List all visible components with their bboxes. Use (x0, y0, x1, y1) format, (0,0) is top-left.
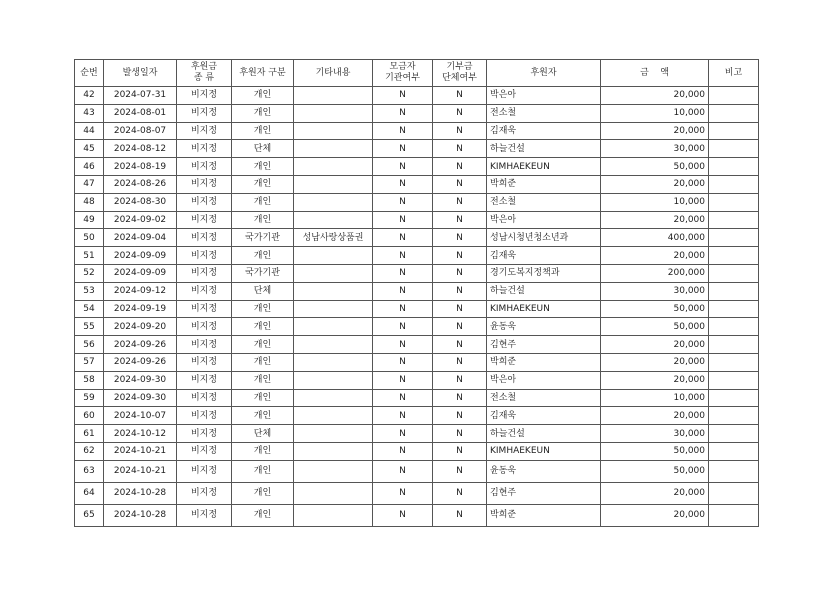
table-row (75, 175, 759, 193)
cell-no: 45 (75, 140, 104, 158)
cell-etc (294, 336, 373, 354)
cell-note (709, 300, 759, 318)
header-fundraiser (373, 60, 433, 87)
cell-fundraiser: N (373, 353, 433, 371)
cell-note (709, 504, 759, 526)
cell-date: 2024-08-07 (104, 122, 177, 140)
cell-note (709, 425, 759, 443)
donation-ledger-table (74, 59, 759, 527)
cell-fundraiser: N (373, 336, 433, 354)
cell-date: 2024-08-19 (104, 158, 177, 176)
cell-group: N (433, 158, 487, 176)
cell-note (709, 407, 759, 425)
cell-group: N (433, 482, 487, 504)
header-date: 발생일자 (104, 60, 177, 87)
cell-date: 2024-09-02 (104, 211, 177, 229)
cell-donor: 하늘건설 (487, 282, 601, 300)
cell-fund-type: 비지정 (177, 318, 232, 336)
cell-donor-type: 개인 (232, 353, 294, 371)
table-header-row (75, 60, 759, 87)
cell-no: 58 (75, 371, 104, 389)
cell-date: 2024-10-07 (104, 407, 177, 425)
cell-fundraiser: N (373, 460, 433, 482)
cell-date: 2024-09-09 (104, 247, 177, 265)
cell-fundraiser: N (373, 442, 433, 460)
header-donor: 후원자 (487, 60, 601, 87)
cell-amount: 20,000 (601, 175, 709, 193)
cell-note (709, 211, 759, 229)
cell-donor-type: 개인 (232, 460, 294, 482)
cell-fundraiser: N (373, 371, 433, 389)
cell-no: 46 (75, 158, 104, 176)
table-row (75, 504, 759, 526)
cell-date: 2024-08-01 (104, 104, 177, 122)
cell-donor-type: 개인 (232, 104, 294, 122)
header-fund-type-line1: 후원금 (190, 62, 218, 72)
cell-donor: 박희준 (487, 175, 601, 193)
cell-fund-type: 비지정 (177, 122, 232, 140)
cell-donor: 윤동욱 (487, 318, 601, 336)
cell-fund-type: 비지정 (177, 504, 232, 526)
cell-fund-type: 비지정 (177, 87, 232, 105)
cell-donor: 전소철 (487, 193, 601, 211)
table-row (75, 425, 759, 443)
cell-date: 2024-10-28 (104, 504, 177, 526)
cell-group: N (433, 247, 487, 265)
cell-etc (294, 318, 373, 336)
cell-donor-type: 단체 (232, 425, 294, 443)
cell-group: N (433, 353, 487, 371)
cell-etc (294, 175, 373, 193)
cell-etc (294, 353, 373, 371)
table-body (75, 87, 759, 527)
cell-fundraiser: N (373, 158, 433, 176)
cell-fund-type: 비지정 (177, 425, 232, 443)
cell-fundraiser: N (373, 425, 433, 443)
cell-group: N (433, 300, 487, 318)
cell-group: N (433, 229, 487, 247)
cell-group: N (433, 318, 487, 336)
cell-fund-type: 비지정 (177, 264, 232, 282)
header-group-line1: 기부금 (446, 62, 473, 72)
cell-amount: 50,000 (601, 300, 709, 318)
cell-date: 2024-07-31 (104, 87, 177, 105)
cell-date: 2024-09-30 (104, 371, 177, 389)
cell-donor-type: 개인 (232, 87, 294, 105)
cell-donor-type: 개인 (232, 407, 294, 425)
cell-amount: 20,000 (601, 407, 709, 425)
cell-donor: 하늘건설 (487, 140, 601, 158)
cell-fundraiser: N (373, 407, 433, 425)
cell-no: 57 (75, 353, 104, 371)
cell-amount: 20,000 (601, 211, 709, 229)
table-row (75, 407, 759, 425)
cell-etc (294, 282, 373, 300)
cell-fund-type: 비지정 (177, 247, 232, 265)
cell-date: 2024-10-12 (104, 425, 177, 443)
cell-amount: 20,000 (601, 371, 709, 389)
cell-fundraiser: N (373, 318, 433, 336)
cell-fund-type: 비지정 (177, 193, 232, 211)
cell-amount: 400,000 (601, 229, 709, 247)
cell-no: 61 (75, 425, 104, 443)
table-row (75, 442, 759, 460)
cell-donor-type: 개인 (232, 158, 294, 176)
cell-note (709, 175, 759, 193)
cell-donor: KIMHAEKEUN (487, 158, 601, 176)
cell-amount: 30,000 (601, 140, 709, 158)
cell-donor: 성남시청년청소년과 (487, 229, 601, 247)
cell-fundraiser: N (373, 389, 433, 407)
cell-fundraiser: N (373, 482, 433, 504)
cell-donor-type: 개인 (232, 175, 294, 193)
cell-no: 64 (75, 482, 104, 504)
cell-donor: 윤동욱 (487, 460, 601, 482)
table-row (75, 87, 759, 105)
cell-group: N (433, 425, 487, 443)
cell-fund-type: 비지정 (177, 407, 232, 425)
cell-amount: 20,000 (601, 482, 709, 504)
cell-group: N (433, 193, 487, 211)
cell-fund-type: 비지정 (177, 371, 232, 389)
cell-group: N (433, 175, 487, 193)
cell-date: 2024-09-26 (104, 353, 177, 371)
cell-group: N (433, 336, 487, 354)
header-fundraiser-line1: 모금자 (389, 62, 416, 72)
cell-etc (294, 211, 373, 229)
cell-amount: 50,000 (601, 158, 709, 176)
cell-donor-type: 단체 (232, 282, 294, 300)
cell-etc (294, 425, 373, 443)
cell-donor: 김현주 (487, 336, 601, 354)
cell-note (709, 389, 759, 407)
cell-etc (294, 442, 373, 460)
cell-no: 49 (75, 211, 104, 229)
cell-amount: 10,000 (601, 104, 709, 122)
cell-donor: 김재욱 (487, 247, 601, 265)
cell-date: 2024-09-04 (104, 229, 177, 247)
cell-note (709, 264, 759, 282)
cell-fundraiser: N (373, 229, 433, 247)
cell-no: 52 (75, 264, 104, 282)
header-group (433, 60, 487, 87)
cell-fundraiser: N (373, 87, 433, 105)
header-fund-type (177, 60, 232, 87)
cell-amount: 20,000 (601, 336, 709, 354)
cell-group: N (433, 122, 487, 140)
cell-note (709, 442, 759, 460)
cell-amount: 20,000 (601, 122, 709, 140)
cell-no: 42 (75, 87, 104, 105)
cell-note (709, 193, 759, 211)
cell-donor: 박희준 (487, 504, 601, 526)
header-note: 비고 (709, 60, 759, 87)
cell-group: N (433, 282, 487, 300)
cell-donor-type: 개인 (232, 300, 294, 318)
header-group-line2: 단체여부 (442, 73, 477, 83)
cell-no: 59 (75, 389, 104, 407)
cell-no: 48 (75, 193, 104, 211)
cell-fundraiser: N (373, 211, 433, 229)
cell-date: 2024-10-21 (104, 442, 177, 460)
cell-donor: 하늘건설 (487, 425, 601, 443)
cell-date: 2024-09-12 (104, 282, 177, 300)
cell-donor-type: 국가기관 (232, 229, 294, 247)
table-row (75, 282, 759, 300)
cell-note (709, 318, 759, 336)
cell-note (709, 247, 759, 265)
cell-group: N (433, 264, 487, 282)
cell-fundraiser: N (373, 282, 433, 300)
cell-amount: 30,000 (601, 282, 709, 300)
cell-donor-type: 개인 (232, 371, 294, 389)
cell-fundraiser: N (373, 104, 433, 122)
table-row (75, 482, 759, 504)
table-row (75, 264, 759, 282)
cell-amount: 50,000 (601, 442, 709, 460)
cell-group: N (433, 442, 487, 460)
cell-group: N (433, 87, 487, 105)
cell-donor: 경기도복지정책과 (487, 264, 601, 282)
cell-date: 2024-08-12 (104, 140, 177, 158)
cell-note (709, 460, 759, 482)
cell-etc (294, 371, 373, 389)
cell-group: N (433, 140, 487, 158)
cell-donor-type: 단체 (232, 140, 294, 158)
cell-group: N (433, 504, 487, 526)
cell-fund-type: 비지정 (177, 158, 232, 176)
cell-date: 2024-09-26 (104, 336, 177, 354)
cell-no: 47 (75, 175, 104, 193)
cell-donor: 박은아 (487, 211, 601, 229)
cell-amount: 50,000 (601, 318, 709, 336)
cell-amount: 10,000 (601, 389, 709, 407)
cell-fundraiser: N (373, 140, 433, 158)
cell-amount: 200,000 (601, 264, 709, 282)
cell-fund-type: 비지정 (177, 336, 232, 354)
cell-donor: KIMHAEKEUN (487, 300, 601, 318)
cell-fund-type: 비지정 (177, 442, 232, 460)
cell-amount: 30,000 (601, 425, 709, 443)
cell-fund-type: 비지정 (177, 482, 232, 504)
table-row (75, 158, 759, 176)
cell-donor-type: 개인 (232, 504, 294, 526)
cell-date: 2024-09-09 (104, 264, 177, 282)
cell-donor: 김재욱 (487, 122, 601, 140)
cell-no: 55 (75, 318, 104, 336)
cell-no: 62 (75, 442, 104, 460)
cell-no: 65 (75, 504, 104, 526)
header-etc: 기타내용 (294, 60, 373, 87)
cell-group: N (433, 211, 487, 229)
table-row (75, 336, 759, 354)
cell-amount: 20,000 (601, 247, 709, 265)
table-row (75, 193, 759, 211)
table-row (75, 353, 759, 371)
cell-etc (294, 193, 373, 211)
cell-note (709, 104, 759, 122)
cell-no: 50 (75, 229, 104, 247)
cell-note (709, 282, 759, 300)
cell-etc (294, 504, 373, 526)
cell-note (709, 336, 759, 354)
cell-fund-type: 비지정 (177, 175, 232, 193)
cell-donor-type: 개인 (232, 193, 294, 211)
table-row (75, 104, 759, 122)
table-row (75, 247, 759, 265)
cell-donor-type: 개인 (232, 247, 294, 265)
cell-etc (294, 407, 373, 425)
table-row (75, 140, 759, 158)
cell-date: 2024-10-21 (104, 460, 177, 482)
cell-donor: KIMHAEKEUN (487, 442, 601, 460)
cell-note (709, 229, 759, 247)
cell-group: N (433, 371, 487, 389)
cell-donor-type: 개인 (232, 336, 294, 354)
cell-donor: 전소철 (487, 104, 601, 122)
cell-donor-type: 국가기관 (232, 264, 294, 282)
header-fundraiser-line2: 기관여부 (385, 73, 420, 83)
cell-group: N (433, 389, 487, 407)
cell-etc (294, 264, 373, 282)
cell-note (709, 353, 759, 371)
cell-note (709, 482, 759, 504)
cell-amount: 20,000 (601, 504, 709, 526)
cell-donor-type: 개인 (232, 482, 294, 504)
cell-date: 2024-09-20 (104, 318, 177, 336)
cell-amount: 10,000 (601, 193, 709, 211)
cell-note (709, 158, 759, 176)
cell-etc (294, 460, 373, 482)
cell-amount: 20,000 (601, 87, 709, 105)
cell-donor: 김재욱 (487, 407, 601, 425)
cell-fundraiser: N (373, 504, 433, 526)
cell-donor: 박희준 (487, 353, 601, 371)
cell-no: 56 (75, 336, 104, 354)
cell-donor: 박은아 (487, 371, 601, 389)
cell-no: 60 (75, 407, 104, 425)
cell-no: 63 (75, 460, 104, 482)
header-fund-type-line2: 종 류 (193, 73, 215, 83)
cell-date: 2024-10-28 (104, 482, 177, 504)
cell-note (709, 87, 759, 105)
cell-note (709, 371, 759, 389)
cell-date: 2024-08-30 (104, 193, 177, 211)
cell-fund-type: 비지정 (177, 282, 232, 300)
cell-fundraiser: N (373, 122, 433, 140)
cell-fund-type: 비지정 (177, 229, 232, 247)
cell-etc (294, 122, 373, 140)
cell-fund-type: 비지정 (177, 140, 232, 158)
cell-donor: 박은아 (487, 87, 601, 105)
cell-etc (294, 158, 373, 176)
cell-fund-type: 비지정 (177, 300, 232, 318)
cell-no: 43 (75, 104, 104, 122)
cell-date: 2024-09-30 (104, 389, 177, 407)
cell-no: 44 (75, 122, 104, 140)
cell-note (709, 122, 759, 140)
table-row (75, 371, 759, 389)
cell-donor: 김현주 (487, 482, 601, 504)
cell-fundraiser: N (373, 264, 433, 282)
table-row (75, 318, 759, 336)
cell-fundraiser: N (373, 247, 433, 265)
cell-no: 53 (75, 282, 104, 300)
cell-fundraiser: N (373, 193, 433, 211)
cell-fund-type: 비지정 (177, 211, 232, 229)
cell-etc (294, 247, 373, 265)
cell-fundraiser: N (373, 300, 433, 318)
cell-etc (294, 140, 373, 158)
cell-donor-type: 개인 (232, 442, 294, 460)
cell-no: 54 (75, 300, 104, 318)
cell-donor-type: 개인 (232, 211, 294, 229)
table-row (75, 229, 759, 247)
cell-donor: 전소철 (487, 389, 601, 407)
cell-fund-type: 비지정 (177, 389, 232, 407)
cell-date: 2024-08-26 (104, 175, 177, 193)
cell-amount: 20,000 (601, 353, 709, 371)
table-row (75, 122, 759, 140)
cell-etc (294, 300, 373, 318)
cell-etc (294, 482, 373, 504)
cell-amount: 50,000 (601, 460, 709, 482)
table-row (75, 300, 759, 318)
cell-etc (294, 87, 373, 105)
table-row (75, 460, 759, 482)
cell-fund-type: 비지정 (177, 353, 232, 371)
cell-fund-type: 비지정 (177, 104, 232, 122)
cell-note (709, 140, 759, 158)
cell-etc (294, 389, 373, 407)
cell-donor-type: 개인 (232, 318, 294, 336)
header-no: 순번 (75, 60, 104, 87)
cell-donor-type: 개인 (232, 122, 294, 140)
cell-no: 51 (75, 247, 104, 265)
header-donor-type: 후원자 구분 (232, 60, 294, 87)
table-row (75, 211, 759, 229)
cell-fundraiser: N (373, 175, 433, 193)
cell-etc: 성남사랑상품권 (294, 229, 373, 247)
cell-donor-type: 개인 (232, 389, 294, 407)
cell-fund-type: 비지정 (177, 460, 232, 482)
cell-etc (294, 104, 373, 122)
cell-group: N (433, 104, 487, 122)
header-amount: 금 액 (601, 60, 709, 87)
cell-date: 2024-09-19 (104, 300, 177, 318)
table-row (75, 389, 759, 407)
cell-group: N (433, 407, 487, 425)
cell-group: N (433, 460, 487, 482)
